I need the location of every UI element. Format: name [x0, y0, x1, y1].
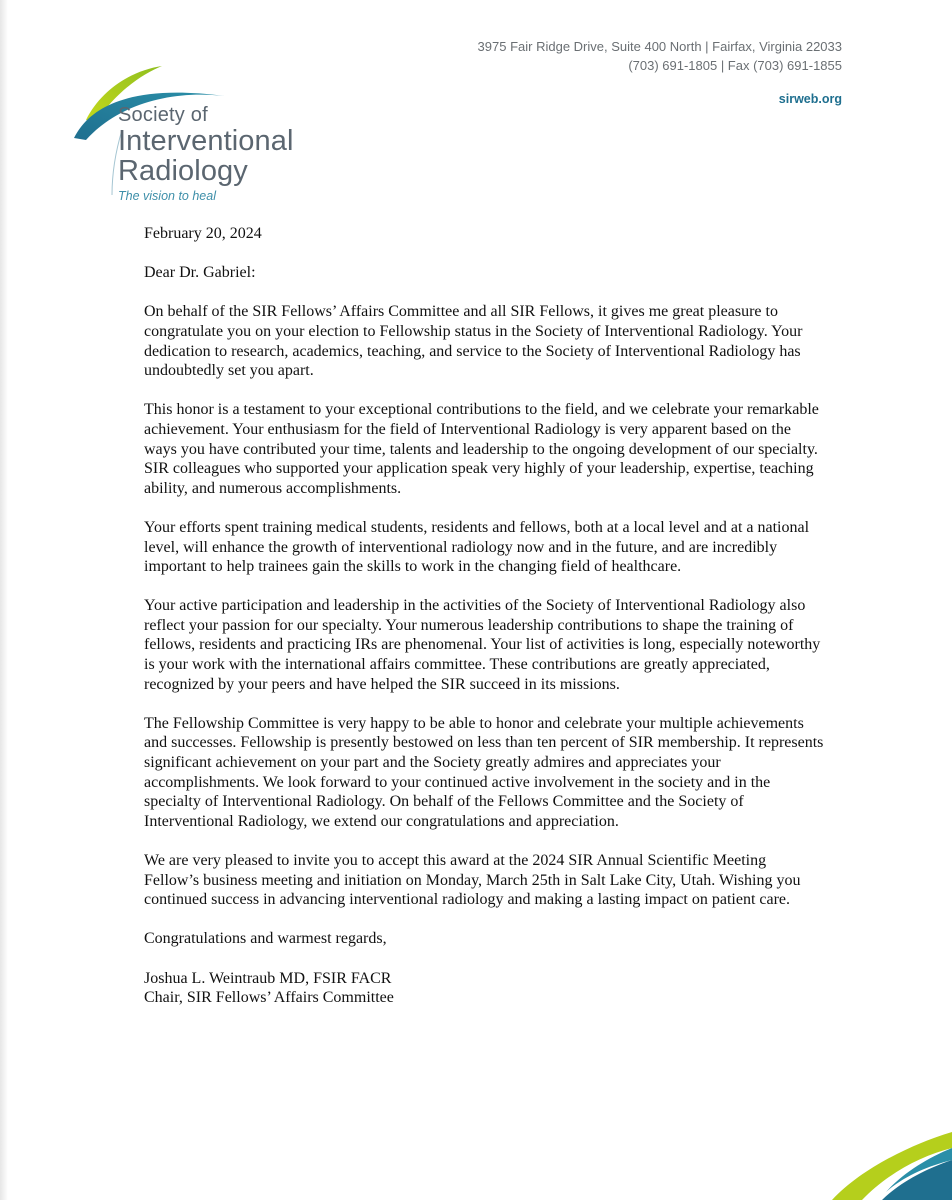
- sir-logo: [72, 60, 332, 210]
- website-link[interactable]: sirweb.org: [778, 92, 842, 106]
- paragraph: This honor is a testament to your exceptional contributions to the field, and we celebrate your remarkable achievement. Your enthusiasm for the field of Interventional Radiology is very apparent based on the ways you have contributed your time, talents and leadership to the ongoing development of our specialty. SIR colleagues who supported your application speak very highly of your leadership, expertise, teaching ability, and numerous accomplishments.: [144, 401, 819, 497]
- paragraph: The Fellowship Committee is very happy to be able to honor and celebrate your multiple achievements and successes. Fellowship is presently bestowed on less than ten percent of SIR membership. It represents significant achievement on your part and the Society greatly admires and appreciates your accomplishments. We look forward to your continued active involvement in the society and in the specialty of Interventional Radiology. On behalf of the Fellows Committee and the Society of Interventional Radiology, we extend our congratulations and appreciation.: [144, 714, 824, 830]
- logo-line-interventional: Interventional: [118, 125, 294, 157]
- signer-name: Joshua L. Weintraub MD, FSIR FACR: [144, 969, 392, 987]
- paragraph: Your active participation and leadership in the activities of the Society of Interventional Radiology also reflect your passion for our specialty. Your numerous leadership contributions to shape the training of fellows, residents and practicing IRs are phenomenal. Your list of activities is long, especially noteworthy is your work with the international affairs committee. These contributions are greatly appreciated, recognized by your peers and have helped the SIR succeed in its missions.: [144, 597, 821, 693]
- paragraph: Your efforts spent training medical students, residents and fellows, both at a local level and at a national level, will enhance the growth of interventional radiology now and in the future, and are incredibly important to help trainees gain the skills to work in the changing field of healthcare.: [144, 518, 810, 576]
- salutation: Dear Dr. Gabriel:: [144, 264, 256, 282]
- footer-swoosh-icon: [802, 1130, 952, 1200]
- signer-title: Chair, SIR Fellows’ Affairs Committee: [144, 989, 394, 1007]
- phone-fax-line: (703) 691-1805 | Fax (703) 691-1855: [628, 58, 842, 73]
- logo-tagline: The vision to heal: [118, 189, 216, 203]
- letter-date: February 20, 2024: [144, 225, 262, 242]
- logo-wordmark: [118, 104, 294, 203]
- letter-body: [144, 224, 824, 1008]
- paragraph: We are very pleased to invite you to accept this award at the 2024 SIR Annual Scientific Meeting Fellow’s business meeting and initiation on Monday, March 25th in Salt Lake City, Utah. Wishing you continued success in advancing interventional radiology and making a lasting impact on patient care.: [144, 852, 801, 909]
- logo-line-society: Society of: [118, 104, 208, 126]
- logo-line-radiology: Radiology: [118, 155, 248, 187]
- paragraph: On behalf of the SIR Fellows’ Affairs Committee and all SIR Fellows, it gives me great pleasure to congratulate you on your election to Fellowship status in the Society of Interventional Radiology. Your dedication to research, academics, teaching, and service to the Society of Interventional Radiology has undoubtedly set you apart.: [144, 303, 803, 380]
- letterhead-address: [478, 37, 842, 109]
- address-line: 3975 Fair Ridge Drive, Suite 400 North | Fairfax, Virginia 22033: [477, 39, 842, 54]
- closing: Congratulations and warmest regards,: [144, 930, 387, 948]
- page-edge-shadow: [0, 0, 8, 1200]
- signature-block: [144, 969, 824, 1008]
